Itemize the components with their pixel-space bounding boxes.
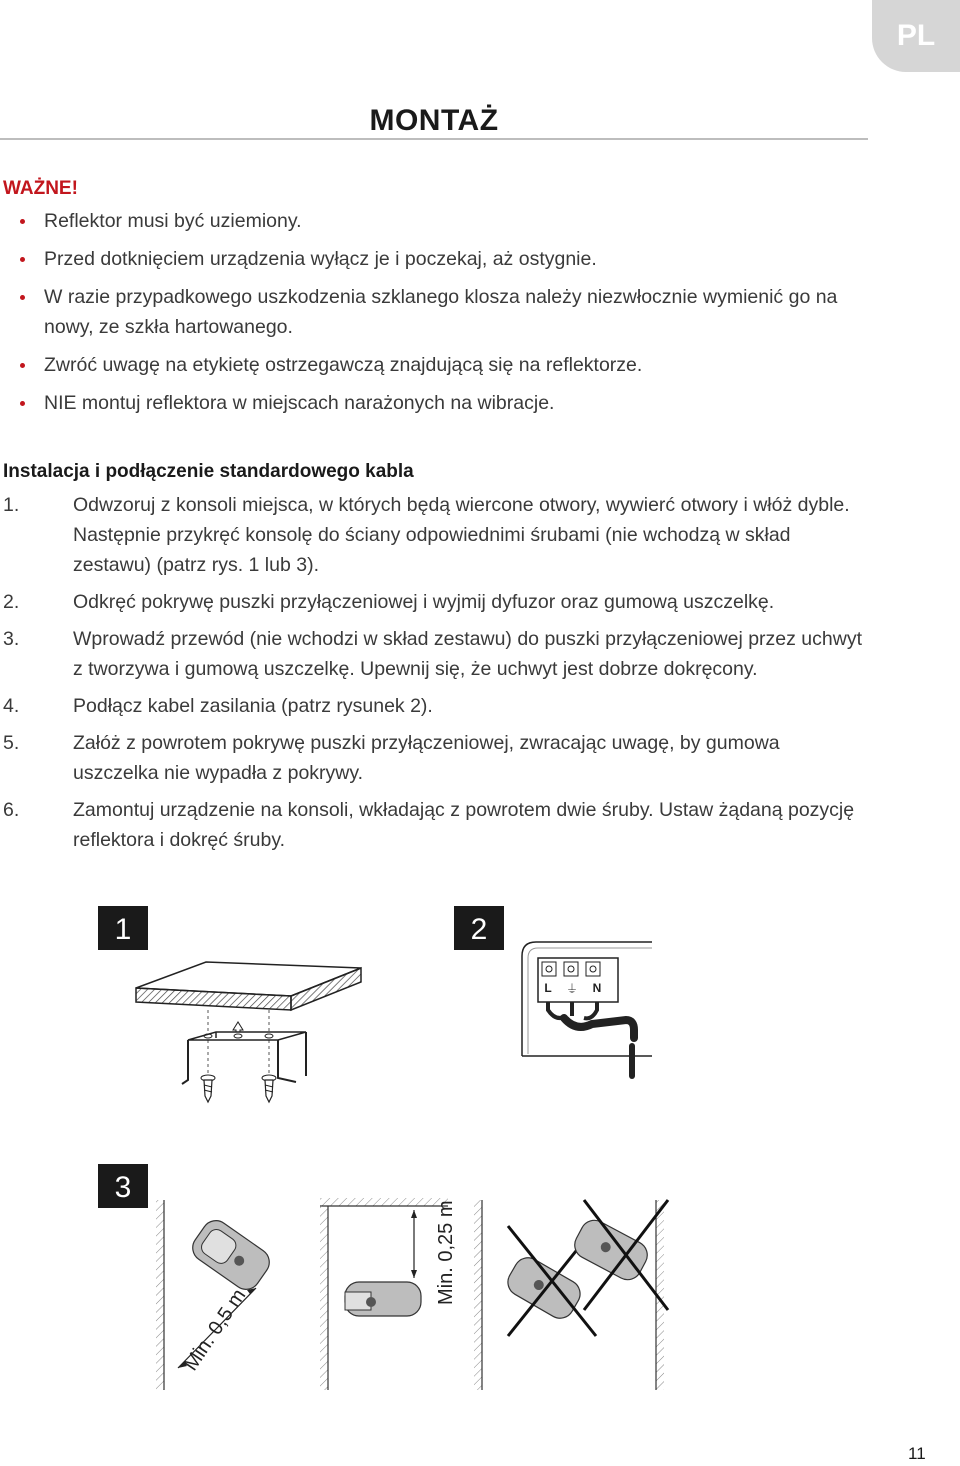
step-number: 5. bbox=[3, 732, 20, 754]
step-item bbox=[0, 490, 870, 580]
step-number: 4. bbox=[3, 695, 20, 717]
important-item: Przed dotknięciem urządzenia wyłącz je i poczekaj, aż ostygnie. bbox=[0, 244, 860, 274]
step-text: Załóż z powrotem pokrywę puszki przyłączeniowej, zwracając uwagę, by gumowa uszczelka nie wypadła z pokrywy. bbox=[73, 732, 780, 784]
terminal-label-earth: ⏚ bbox=[565, 982, 579, 996]
step-text: Podłącz kabel zasilania (patrz rysunek 2). bbox=[73, 695, 433, 717]
language-tab: PL bbox=[872, 0, 960, 72]
page-number: 11 bbox=[908, 1444, 926, 1463]
min-distance-vertical-label: Min. 0,25 m bbox=[435, 1200, 457, 1305]
installation-heading: Instalacja i podłączenie standardowego kabla bbox=[3, 461, 414, 482]
figure-number: 1 bbox=[114, 913, 132, 946]
terminal-label-l: L bbox=[544, 981, 552, 995]
step-item bbox=[0, 691, 870, 721]
installation-steps bbox=[0, 490, 870, 862]
important-item: NIE montuj reflektora w miejscach narażonych na wibracje. bbox=[0, 388, 860, 418]
title-divider bbox=[0, 138, 868, 140]
step-item bbox=[0, 795, 870, 855]
step-number: 1. bbox=[3, 494, 20, 516]
figure-3-min-distances bbox=[96, 1160, 696, 1390]
step-item bbox=[0, 624, 870, 684]
important-heading: WAŻNE! bbox=[3, 178, 78, 199]
figure-2-wiring bbox=[452, 906, 682, 1086]
step-text: Odkręć pokrywę puszki przyłączeniowej i wyjmij dyfuzor oraz gumową uszczelkę. bbox=[73, 591, 775, 613]
step-text: Odwzoruj z konsoli miejsca, w których będą wiercone otwory, wywierć otwory i włóż dyble. Następnie przykręć konsolę do ściany odpowiednimi śrubami (nie wchodzą w skład zestawu) (patrz rys. 1 lub 3). bbox=[73, 494, 850, 576]
min-distance-diagonal-label: Min. 0,5 m bbox=[179, 1285, 251, 1375]
important-item: Zwróć uwagę na etykietę ostrzegawczą znajdującą się na reflektorze. bbox=[0, 350, 860, 380]
page-title: MONTAŻ bbox=[369, 104, 499, 137]
step-item bbox=[0, 587, 870, 617]
step-item bbox=[0, 728, 870, 788]
important-item: Reflektor musi być uziemiony. bbox=[0, 206, 860, 236]
step-text: Zamontuj urządzenie na konsoli, wkładając z powrotem dwie śruby. Ustaw żądaną pozycję reflektora i dokręć śruby. bbox=[73, 799, 855, 851]
step-text: Wprowadź przewód (nie wchodzi w skład zestawu) do puszki przyłączeniowej przez uchwyt z tworzywa i gumową uszczelkę. Upewnij się, że uchwyt jest dobrze dokręcony. bbox=[73, 628, 862, 680]
step-number: 2. bbox=[3, 591, 20, 613]
figure-1-bracket-mounting bbox=[96, 906, 416, 1116]
terminal-label-n: N bbox=[592, 981, 602, 995]
figure-number: 2 bbox=[470, 913, 488, 946]
important-list bbox=[0, 206, 860, 426]
step-number: 3. bbox=[3, 628, 20, 650]
important-item: W razie przypadkowego uszkodzenia szklanego klosza należy niezwłocznie wymienić go na nowy, ze szkła hartowanego. bbox=[0, 282, 860, 342]
step-number: 6. bbox=[3, 799, 20, 821]
figure-number: 3 bbox=[114, 1171, 132, 1204]
